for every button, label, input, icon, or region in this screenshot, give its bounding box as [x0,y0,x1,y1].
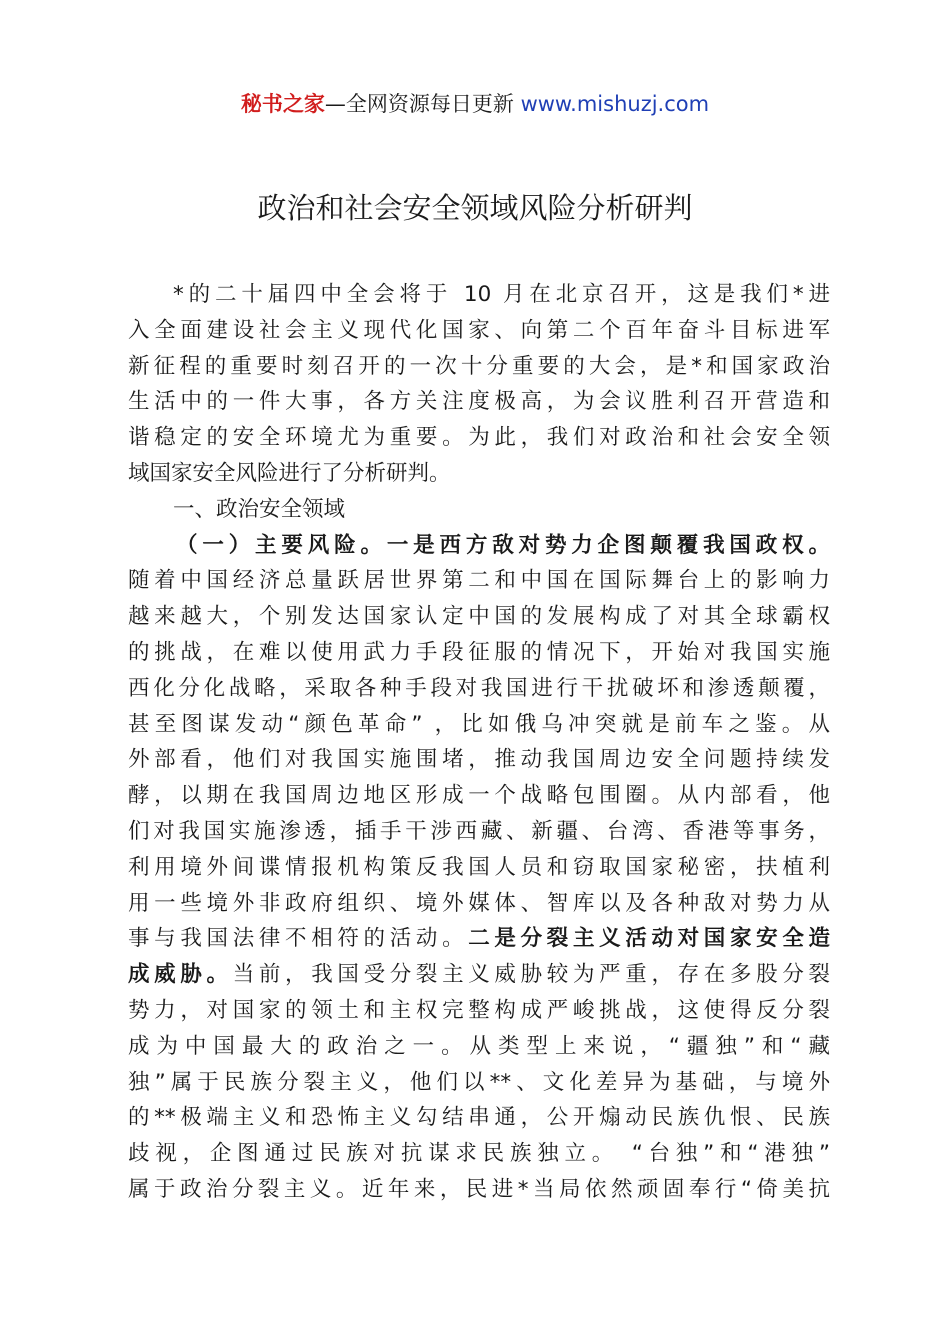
body-line: 属于政治分裂主义。近年来，民进*当局依然顽固奉行“倚美抗 [128,1176,830,1202]
subsection-heading [128,528,830,564]
body-text-span: 当前，我国受分裂主义威胁较为严重，存在多股分裂 [232,962,830,988]
body-line: 成为中国最大的政治之一。从类型上来说，“疆独”和“藏 [128,1033,830,1059]
document-body [128,277,830,1208]
risk-point-1: 一是西方敌对势力企图颠覆我国政权。 [386,532,830,558]
body-text-span: 事与我国法律不相符的活动。 [128,926,469,952]
body-line: 的**极端主义和恐怖主义勾结串通，公开煽动民族仇恨、民族 [128,1105,830,1131]
body-line: 势力，对国家的领土和主权完整构成严峻挑战，这使得反分裂 [128,997,830,1023]
body-line: 酵，以期在我国周边地区形成一个战略包围圈。从内部看，他 [128,783,830,809]
section-heading: 一、政治安全领域 [173,496,346,522]
risk-point-2-end: 成威胁。 [128,962,233,988]
body-line: 甚至图谋发动“颜色革命” ，比如俄乌冲突就是前车之鉴。从 [128,711,830,737]
body-line-mixed [128,957,830,993]
body-line: 随着中国经济总量跃居世界第二和中国在国际舞台上的影响力 [128,568,830,594]
intro-line: *的二十届四中全会将于 10 月在北京召开，这是我们*进 [173,282,830,307]
site-header [0,88,950,120]
intro-line: 域国家安全风险进行了分析研判。 [128,460,451,486]
document-title: 政治和社会安全领域风险分析研判 [257,191,693,225]
header-slogan: —全网资源每日更新 [324,92,521,116]
intro-line: 新征程的重要时刻召开的一次十分重要的大会，是*和国家政治 [128,353,830,379]
body-line: 歧视，企图通过民族对抗谋求民族独立。 “台独”和“港独” [128,1141,830,1167]
body-line: 的挑战，在难以使用武力手段征服的情况下，开始对我国实施 [128,639,830,665]
body-line: 用一些境外非政府组织、境外媒体、智库以及各种敌对势力从 [128,890,830,916]
body-line: 西化分化战略，采取各种手段对我国进行干扰破坏和渗透颠覆， [128,675,830,701]
body-line-mixed [128,921,830,957]
body-line: 越来越大，个别发达国家认定中国的发展构成了对其全球霸权 [128,604,830,630]
body-line: 利用境外间谍情报机构策反我国人员和窃取国家秘密，扶植利 [128,854,830,880]
intro-line: 谐稳定的安全环境尤为重要。为此，我们对政治和社会安全领 [128,425,830,451]
body-line: 外部看，他们对我国实施围堵，推动我国周边安全问题持续发 [128,747,830,773]
site-url-link[interactable]: www.mishuzj.com [520,92,710,116]
intro-line: 生活中的一件大事，各方关注度极高，为会议胜利召开营造和 [128,389,830,415]
body-line: 们对我国实施渗透，插手干涉西藏、新疆、台湾、香港等事务， [128,818,830,844]
risk-point-2: 二是分裂主义活动对国家安全造 [468,926,830,952]
subsection-label: （一）主要风险。 [176,532,387,558]
intro-line: 入全面建设社会主义现代化国家、向第二个百年奋斗目标进军 [128,317,830,343]
brand-name: 秘书之家 [240,92,325,116]
body-line: 独”属于民族分裂主义，他们以**、文化差异为基础，与境外 [128,1069,830,1095]
